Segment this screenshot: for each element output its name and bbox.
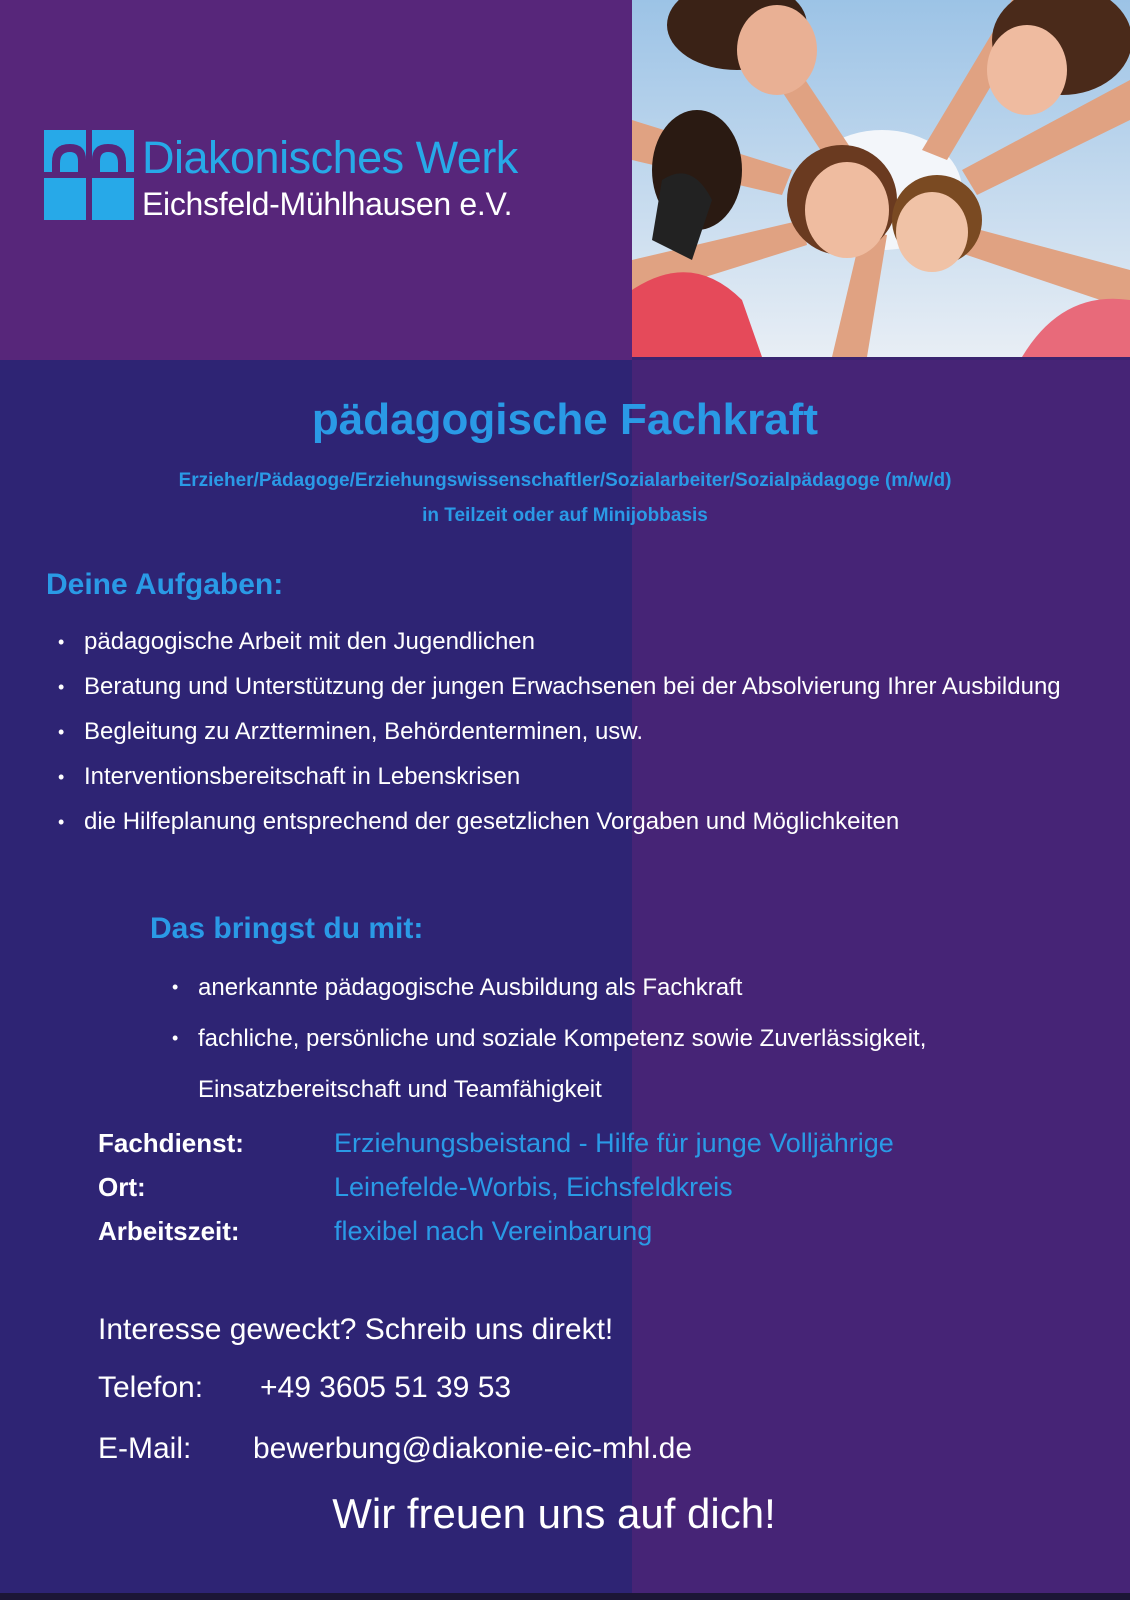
fachdienst-value: Erziehungsbeistand - Hilfe für junge Volljährige (334, 1128, 894, 1158)
contact-intro: Interesse geweckt? Schreib uns direkt! (98, 1313, 614, 1346)
list-item: • fachliche, persönliche und soziale Kompetenz sowie Zuverlässigkeit, Einsatzbereitschaft und Teamfähigkeit (172, 1013, 1112, 1115)
requirements-list (172, 962, 1112, 1115)
list-item: • Beratung und Unterstützung der jungen Erwachsenen bei der Absolvierung Ihrer Ausbildung (58, 665, 1118, 709)
list-item: • anerkannte pädagogische Ausbildung als Fachkraft (172, 962, 1112, 1013)
detail-row-arbeitszeit (98, 1216, 1098, 1260)
phone-line (98, 1371, 512, 1405)
ort-label: Ort: (98, 1172, 146, 1202)
email-line (98, 1432, 693, 1466)
email-address[interactable]: bewerbung@diakonie-eic-mhl.de (253, 1432, 693, 1465)
tasks-list (58, 620, 1118, 845)
tasks-heading: Deine Aufgaben: (46, 568, 284, 601)
diakonie-cross-logo-icon (44, 130, 134, 220)
bottom-border (0, 1593, 1130, 1600)
logo-subtitle: Eichsfeld-Mühlhausen e.V. (142, 186, 513, 222)
job-details (98, 1128, 1098, 1260)
ort-value: Leinefelde-Worbis, Eichsfeldkreis (334, 1172, 733, 1202)
list-item: • Begleitung zu Arztterminen, Behördenterminen, usw. (58, 710, 1118, 754)
job-subtitle: Erzieher/Pädagoge/Erziehungswissenschaftler/Sozialarbeiter/Sozialpädagoge (m/w/d) (178, 470, 952, 491)
requirements-heading: Das bringst du mit: (150, 912, 424, 945)
list-item: • Interventionsbereitschaft in Lebenskrisen (58, 755, 1118, 799)
fachdienst-label: Fachdienst: (98, 1128, 244, 1158)
organization-logo (44, 130, 604, 230)
phone-number[interactable]: +49 3605 51 39 53 (260, 1371, 512, 1404)
email-label: E-Mail: (98, 1432, 192, 1465)
list-item: • pädagogische Arbeit mit den Jugendlichen (58, 620, 1118, 664)
job-title: pädagogische Fachkraft (311, 395, 819, 444)
closing-message: Wir freuen uns auf dich! (332, 1490, 776, 1537)
arbeitszeit-label: Arbeitszeit: (98, 1216, 240, 1246)
arbeitszeit-value: flexibel nach Vereinbarung (334, 1216, 653, 1246)
group-of-young-people-photo (632, 0, 1130, 357)
list-item: • die Hilfeplanung entsprechend der gesetzlichen Vorgaben und Möglichkeiten (58, 800, 1118, 844)
detail-row-ort (98, 1172, 1098, 1216)
employment-type: in Teilzeit oder auf Minijobbasis (422, 505, 708, 526)
logo-title: Diakonisches Werk (142, 132, 518, 183)
detail-row-fachdienst (98, 1128, 1098, 1172)
phone-label: Telefon: (98, 1371, 204, 1404)
